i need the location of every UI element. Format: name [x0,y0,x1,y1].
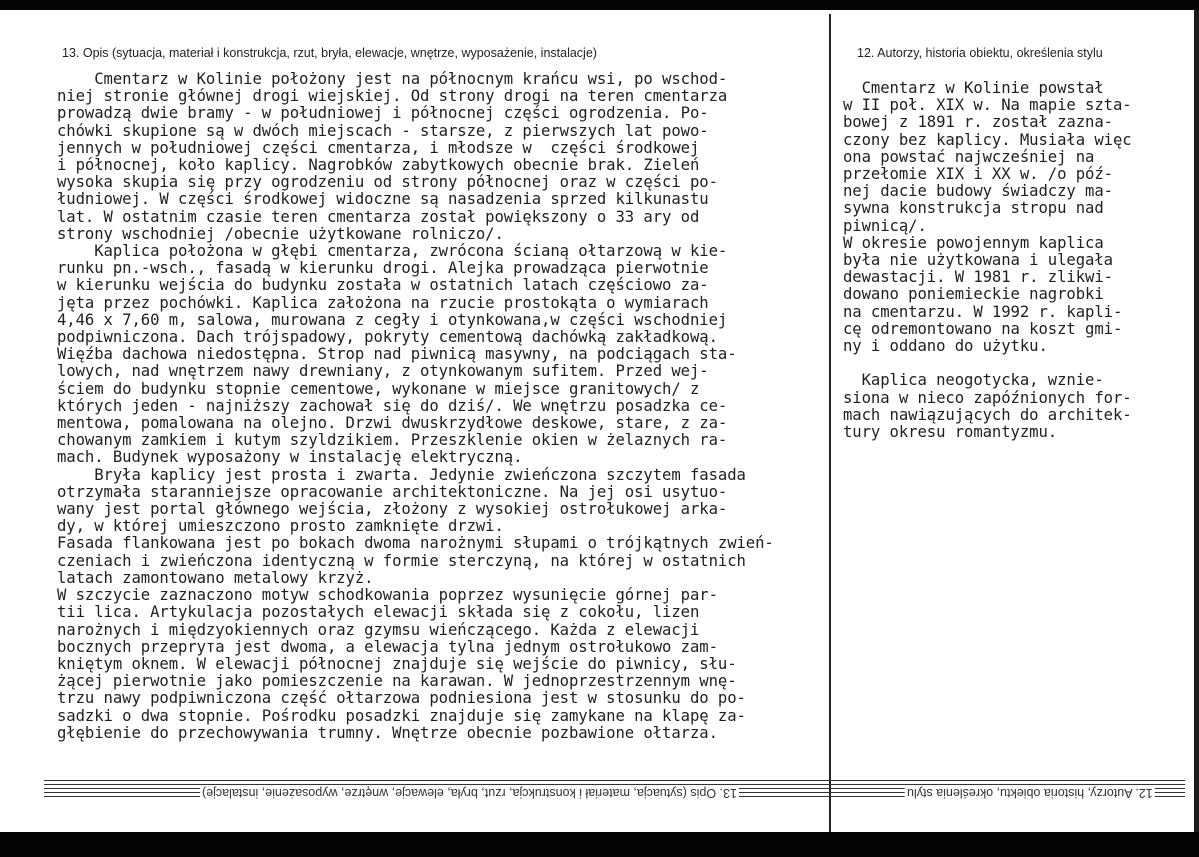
description-line: Kaplica położona w głębi cmentarza, zwrócona ścianą ołtarzową w kie- [57,242,728,261]
history-line: siona w nieco zapóźnionych for- [843,388,1132,407]
history-line: dowano poniemieckie nagrobki [843,285,1104,304]
history-line: dewastacji. W 1981 r. zlikwi- [843,268,1113,287]
history-line: ona powstać najwcześniej na [843,147,1095,166]
description-line: bocznych przeprута jest dwoma, a elewacja tylna jednym ostrołukowo zam- [57,637,718,656]
description-line: żącej pierwotnie jako pomieszczenie na karawan. W jednoprzestrzennym wnę- [57,672,737,691]
section-12-heading: 12. Autorzy, historia obiektu, określenia stylu [857,46,1103,60]
history-line: bowej z 1891 r. został zazna- [843,113,1113,132]
history-line: Cmentarz w Kolinie powstał [843,79,1104,97]
description-line: sadzki o dwa stopnie. Pośrodku posadzki znajduje się zamykane na klapę za- [57,706,746,725]
description-line: ściem do budynku stopnie cementowe, wykonane w miejsce granitowych/ z [57,379,700,398]
scan-top-edge [0,0,1199,10]
description-line: mentowa, pomalowana na olejno. Drzwi dwuskrzydłowe deskowe, stare, z za- [57,414,728,433]
history-line: była nie użytkowana i ulegała [843,251,1113,270]
history-line: nej dacie budowy świadczy ma- [843,182,1113,201]
history-line: piwnicą/. [843,216,927,235]
description-line: strony wschodniej /obecnie użytkowane rolniczo/. [57,224,504,243]
description-line: i północnej, koło kaplicy. Nagrobków zabytkowych obecnie brak. Zieleń [57,156,700,175]
description-line: prowadzą dwie bramy - w południowej i północnej części ogrodzenia. Po- [57,104,709,123]
description-line: wysoka skupia się przy ogrodzeniu od strony północnej oraz w części po- [57,173,718,192]
description-line: lowych, nad wnętrzem nawy drewniany, z otynkowanym sufitem. Przed wej- [57,362,709,381]
description-line: czeniach i zwieńczona identyczną w formie sterczyną, na której w ostatnich [57,551,746,570]
section-13-heading: 13. Opis (sytuacja, materiał i konstrukcja, rzut, bryła, elewacje, wnętrze, wyposażenie, instalacje) [62,46,597,60]
description-line: podpiwniczona. Dach trójspadowy, pokryty cementową dachówką zakładkową. [57,328,718,347]
description-line: runku pn.-wsch., fasadą w kierunku drogi. Alejka prowadząca pierwotnie [57,259,709,278]
history-line: Kaplica neogotycka, wznie- [843,371,1104,390]
column-divider [829,14,831,832]
description-text [57,71,774,742]
description-line: latach zamontowano metalowy krzyż. [57,568,374,587]
description-line: Bryła kaplicy jest prosta i zwarta. Jedynie zwieńczona szczytem fasada [57,465,746,484]
history-line: ny i oddano do użytku. [843,337,1048,356]
description-line: narożnych i międzyokiennych oraz gzymsu wieńczącego. Każda z elewacji [57,620,700,639]
history-text [843,80,1132,441]
history-line: na cmentarzu. W 1992 r. kapli- [843,302,1123,321]
scan-bottom-edge [0,832,1199,857]
description-line: w kierunku wejścia do budynku została w ostatnich latach częściowo za- [57,276,709,295]
history-line: tury okresu romantyzmu. [843,423,1058,442]
mirrored-section-13-heading: 13. Opis (sytuacja, materiał i konstrukcja, rzut, bryła, elewacje, wnętrze, wyposażenie, instalacje) [202,786,737,800]
mirrored-section-12-heading: 12. Autorzy, historia obiektu, określenia stylu [907,786,1153,800]
description-line: Fasada flankowana jest po bokach dwoma narożnymi słupami o trójkątnych zwień- [57,534,774,553]
description-line: wany jest portal głównego wejścia, złożony z wysokiej ostrołukowej arka- [57,500,728,519]
history-line: W okresie powojennym kaplica [843,233,1104,252]
description-line: głębienie do przechowywania trumny. Wnętrze obecnie pozbawione ołtarza. [57,723,718,742]
scan-right-edge [1194,10,1199,832]
description-line: dy, w której umieszczono prosto zamknięte drzwi. [57,517,504,536]
description-line: W szczycie zaznaczono motyw schodkowania poprzez wysunięcie górnej par- [57,586,718,605]
description-line: lat. W ostatnim czasie teren cmentarza został powiększony o 33 ary od [57,207,700,226]
history-line: w II poł. XIX w. Na mapie szta- [843,96,1132,115]
history-line: mach nawiązujących do architek- [843,405,1132,424]
description-line: otrzymała staranniejsze opracowanie architektoniczne. Na jej osi usytuo- [57,482,728,501]
description-line: których jeden - najniższy zachował się do dziś/. We wnętrzu posadzka ce- [57,396,728,415]
history-line: sywna konstrukcja stropu nad [843,199,1104,218]
description-line: trzu nawy podpiwniczona część ołtarzowa podniesiona jest w stosunku do po- [57,689,746,708]
description-line: 4,46 x 7,60 m, salowa, murowana z cegły i otynkowana,w części wschodniej [57,310,728,329]
description-line: tii lica. Artykulacja pozostałych elewacji składa się z cokołu, lizen [57,603,700,622]
description-line: Więźba dachowa niedostępna. Strop nad piwnicą masywny, na podciągach sta- [57,345,737,364]
description-line: jęta przez pochówki. Kaplica założona na rzucie prostokąta o wymiarach [57,293,709,312]
history-line: cę odremontowano na koszt gmi- [843,319,1123,338]
description-line: chowanym zamkiem i kutym szyldzikiem. Przeszklenie okien w żelaznych ra- [57,431,728,450]
history-line: czony bez kaplicy. Musiała więc [843,130,1132,149]
description-line: kniętym oknem. W elewacji północnej znajduje się wejście do piwnicy, słu- [57,654,737,673]
description-line: chówki skupione są w dwóch miejscach - starsze, z pierwszych lat powo- [57,121,709,140]
description-line: jennych w południowej części cmentarza, i młodsze w części środkowej [57,138,700,157]
description-line: łudniowej. W części środkowej widoczne są nasadzenia sprzed kilkunastu [57,190,709,209]
description-line: Cmentarz w Kolinie położony jest na północnym krańcu wsi, po wschod- [57,70,728,88]
description-line: mach. Budynek wyposażony w instalację elektryczną. [57,448,523,467]
description-line: niej stronie głównej drogi wiejskiej. Od strony drogi na teren cmentarza [57,87,728,106]
history-line: przełomie XIX i XX w. /o póź- [843,165,1113,184]
